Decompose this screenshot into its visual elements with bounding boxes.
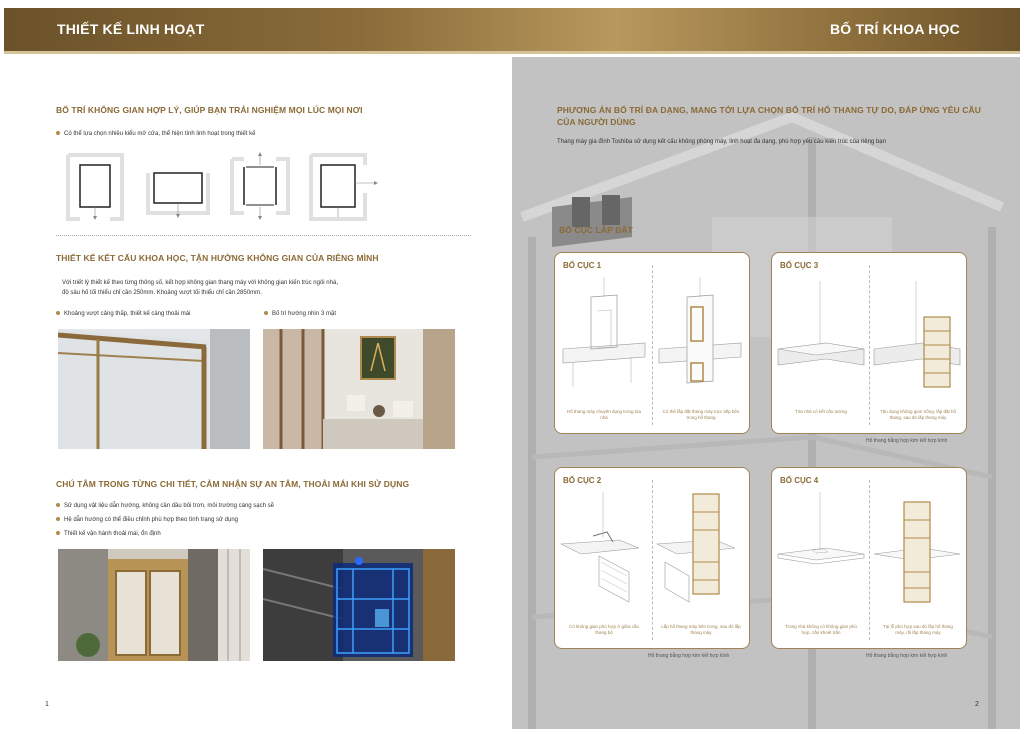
section2-text-line1: Với triết lý thiết kế theo từng thông số, kết hợp không gian thang máy với không gian kiến trúc ngôi nhà,	[62, 280, 338, 286]
section3-title: CHÚ TÂM TRONG TỪNG CHI TIẾT, CẢM NHẬN SỰ AN TÂM, THOẢI MÁI KHI SỬ DỤNG	[56, 479, 410, 489]
card-4-caption-left: Trong nhà không có không gian phù hợp, cần khoét trần	[785, 624, 857, 635]
card-2-caption-left: Có không gian phù hợp ở giữa cầu thang bộ	[569, 624, 639, 635]
header-bar	[4, 8, 1020, 54]
layout-card-4	[771, 467, 967, 649]
card-3-illustration-left	[776, 277, 866, 397]
left-header-title: THIẾT KẾ LINH HOẠT	[57, 21, 205, 37]
card-3-note: Hố thang bằng hợp kim kết hợp kính	[866, 438, 948, 444]
card-4-illustration-left	[776, 492, 866, 612]
card-3-illustration-right	[872, 277, 962, 397]
layout-card-2	[554, 467, 750, 649]
card-2-illustration-right	[655, 482, 745, 612]
card-4-caption-right: Tại lỗ phù hợp sau đó lắp hố thang máy, rồi lắp thang máy	[883, 624, 953, 635]
photo-guide-structure	[263, 549, 455, 661]
card-4-illustration-right	[872, 482, 962, 612]
card-1-illustration-left	[561, 277, 647, 397]
layout-card-1	[554, 252, 750, 434]
door-plan-3	[230, 149, 290, 223]
card-2-caption-right: Lắp hố thang máy bên trong, sau đó lắp thang máy	[661, 624, 741, 635]
section2-title: THIẾT KẾ KẾT CẤU KHOA HỌC, TẬN HƯỞNG KHÔNG GIAN CỦA RIÊNG MÌNH	[56, 253, 379, 263]
intro-title-line1: PHƯƠNG ÁN BỐ TRÍ ĐA DẠNG, MANG TỚI LỰA CHỌN BỐ TRÍ HỐ THANG TỰ DO, ĐÁP ỨNG YÊU CẦU	[557, 105, 981, 115]
photo-elevator-cabin	[58, 549, 250, 661]
card-1-caption-left: Hố thang máy chuyên dụng trong tòa nhà	[566, 409, 642, 420]
page-number-left: 1	[45, 701, 49, 708]
section1-bullet: Có thể lựa chọn nhiều kiểu mở cửa, thể hiện tính linh hoạt trong thiết kế	[56, 131, 255, 137]
layout-section-title: BỐ CỤC LẮP ĐẶT	[559, 225, 633, 235]
card-3-caption-left: Tòa nhà có kết cấu tường	[795, 409, 847, 414]
intro-text: Thang máy gia đình Toshiba sử dụng kết cấu không phòng máy, linh hoạt đa dạng, phù hợp yêu cầu kiến trúc của riêng bạn	[557, 139, 886, 145]
card-1-illustration-right	[657, 277, 743, 397]
section2-text-line2: độ sâu hố tối thiểu chỉ cần 250mm. Khoảng vượt tối thiểu chỉ cần 2850mm.	[62, 290, 262, 296]
right-header-title: BỐ TRÍ KHOA HỌC	[829, 21, 960, 37]
card-2-note: Hố thang bằng hợp kim kết hợp kính	[648, 653, 730, 659]
card-1-title: BỐ CỤC 1	[563, 261, 602, 270]
card-3-title: BỐ CỤC 3	[780, 261, 819, 270]
right-page	[512, 57, 1020, 729]
left-page	[4, 57, 512, 729]
intro-title-line2: CỦA NGƯỜI DÙNG	[557, 117, 636, 127]
section-divider	[56, 235, 471, 236]
card-2-title: BỐ CỤC 2	[563, 476, 602, 485]
card-4-separator	[869, 480, 870, 640]
card-1-caption-right: Có thể lắp đặt thang máy trực tiếp bên trong hố thang	[662, 409, 740, 420]
card-2-separator	[652, 480, 653, 640]
layout-card-3	[771, 252, 967, 434]
door-plan-2	[146, 153, 210, 221]
door-plan-1	[66, 153, 124, 221]
card-4-note: Hố thang bằng hợp kim kết hợp kính	[866, 653, 948, 659]
card-1-separator	[652, 265, 653, 425]
card-2-illustration-left	[559, 492, 649, 612]
page-number-right: 2	[975, 701, 979, 708]
section3-bullet-1: Sử dụng vật liệu dẫn hướng, không cần dầu bôi trơn, môi trường càng sạch sẽ	[56, 503, 274, 509]
section3-bullet-3: Thiết kế vận hành thoải mái, ổn định	[56, 531, 161, 537]
door-plan-4	[309, 153, 381, 221]
photo-three-side-view	[263, 329, 455, 449]
section2-bullet-b: Bố trí hướng nhìn 3 mặt	[264, 311, 336, 317]
card-4-title: BỐ CỤC 4	[780, 476, 819, 485]
photo-low-overhead	[58, 329, 250, 449]
card-3-caption-right: Tận dụng không gian trống, lắp đặt hố thang, sau đó lắp thang máy	[879, 409, 957, 420]
section1-title: BỐ TRÍ KHÔNG GIAN HỢP LÝ, GIÚP BẠN TRẢI NGHIỆM MỌI LÚC MỌI NƠI	[56, 105, 363, 115]
section3-bullet-2: Hệ dẫn hướng có thể điều chỉnh phù hợp theo tình trạng sử dụng	[56, 517, 238, 523]
card-3-separator	[869, 265, 870, 425]
section2-bullet-a: Khoảng vượt cảng thấp, thiết kế càng thoải mái	[56, 311, 190, 317]
